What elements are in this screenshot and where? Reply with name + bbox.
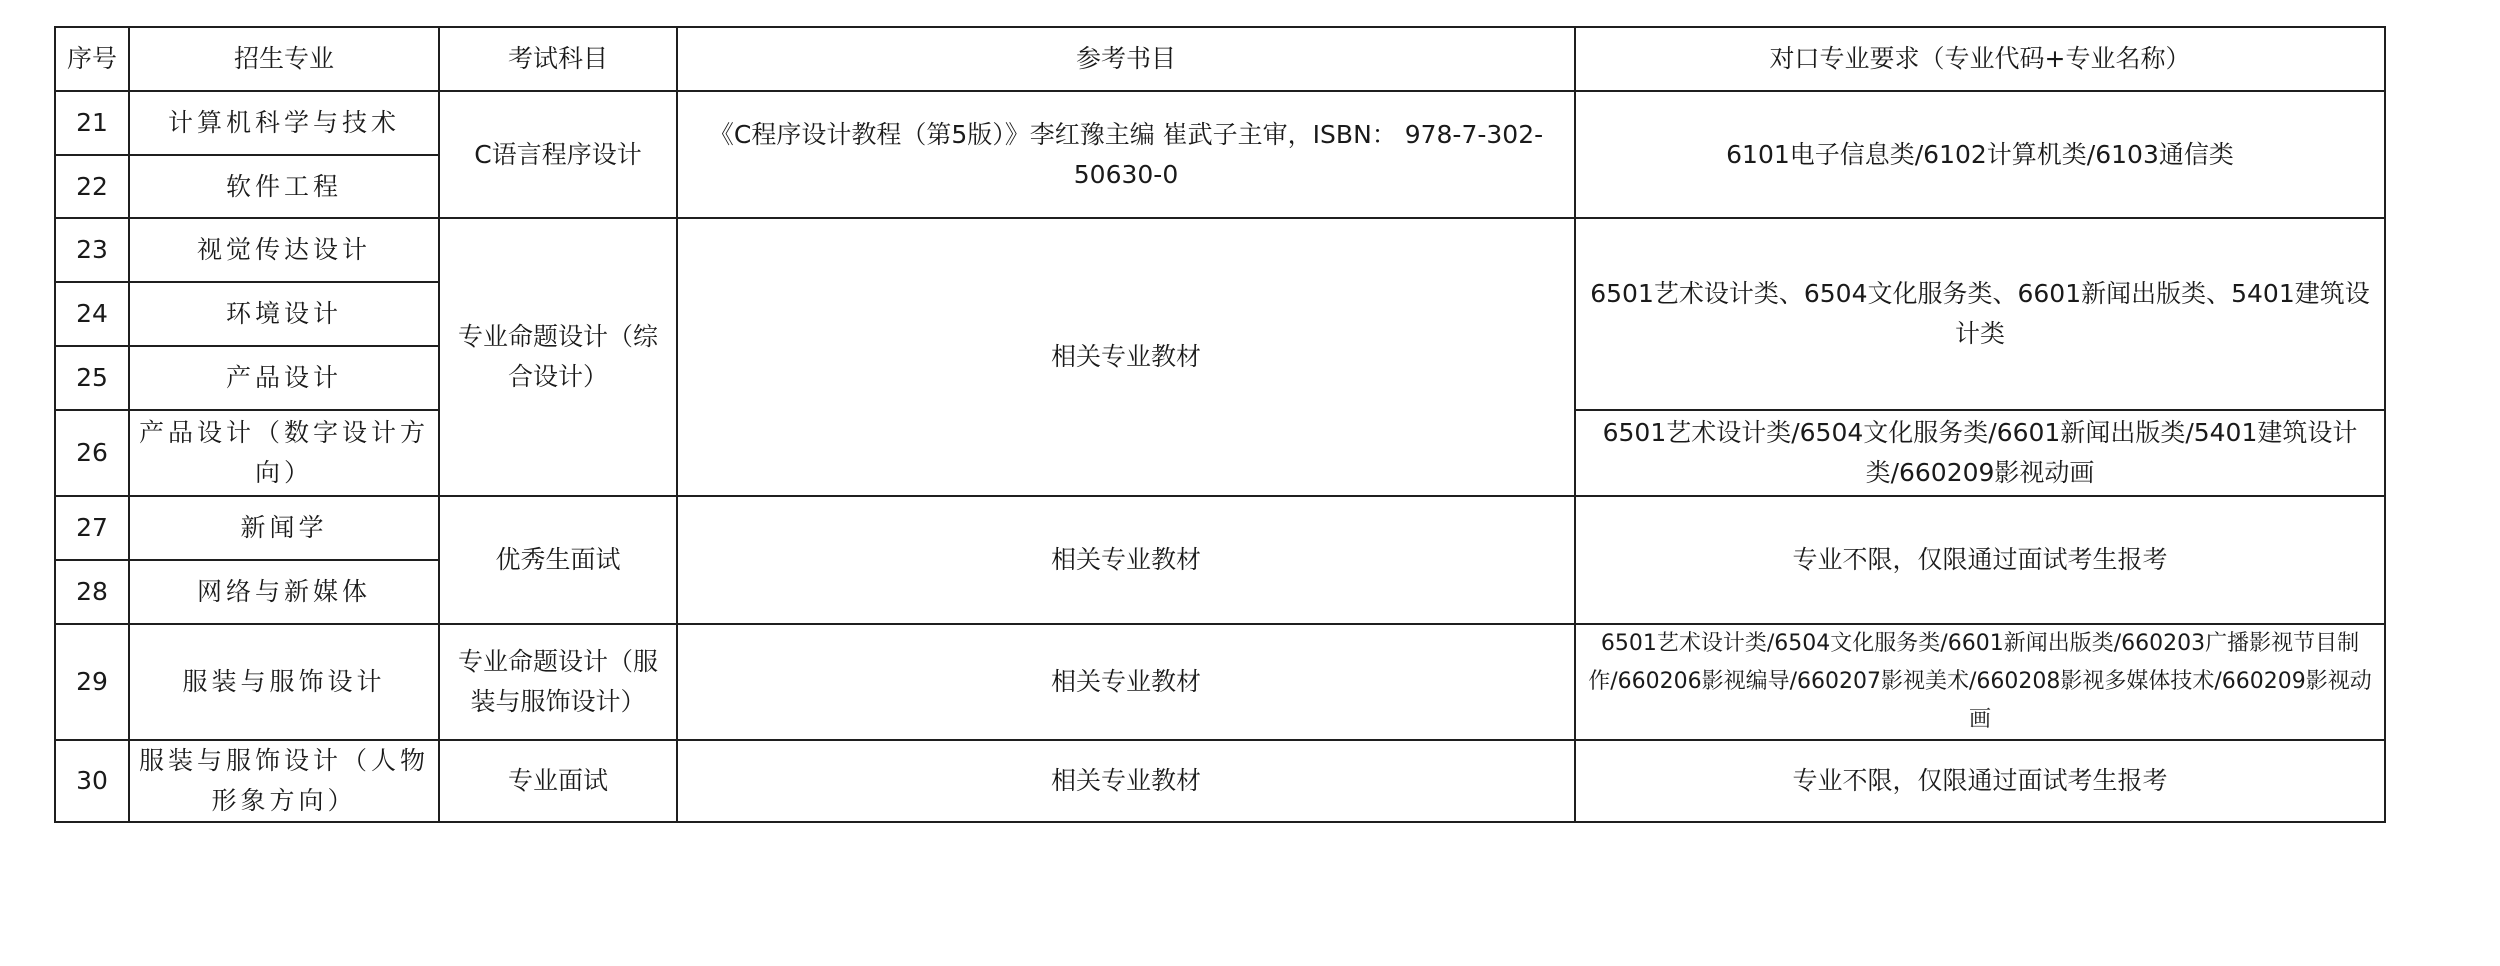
row-number: 26 [55,410,129,496]
row-number: 25 [55,346,129,410]
reference-book: 相关专业教材 [677,740,1575,822]
major-name: 视觉传达设计 [129,218,439,282]
major-requirement: 6101电子信息类/6102计算机类/6103通信类 [1575,91,2385,218]
major-requirement: 6501艺术设计类、6504文化服务类、6601新闻出版类、5401建筑设计类 [1575,218,2385,410]
row-number: 24 [55,282,129,346]
major-name: 产品设计（数字设计方向） [129,410,439,496]
major-name: 环境设计 [129,282,439,346]
major-name: 计算机科学与技术 [129,91,439,155]
major-name: 新闻学 [129,496,439,560]
exam-subject: C语言程序设计 [439,91,677,218]
table-row [55,496,2385,560]
row-number: 27 [55,496,129,560]
header-major: 招生专业 [129,27,439,91]
header-subject: 考试科目 [439,27,677,91]
header-books: 参考书目 [677,27,1575,91]
major-requirement: 6501艺术设计类/6504文化服务类/6601新闻出版类/660203广播影视节目制作/660206影视编导/660207影视美术/660208影视多媒体技术/660209影视动画 [1575,624,2385,740]
major-requirement: 专业不限，仅限通过面试考生报考 [1575,496,2385,624]
major-name: 网络与新媒体 [129,560,439,624]
exam-subject: 专业命题设计（服装与服饰设计） [439,624,677,740]
exam-subject: 优秀生面试 [439,496,677,624]
exam-subject: 专业命题设计（综合设计） [439,218,677,496]
major-requirement: 6501艺术设计类/6504文化服务类/6601新闻出版类/5401建筑设计类/660209影视动画 [1575,410,2385,496]
reference-book: 相关专业教材 [677,218,1575,496]
row-number: 23 [55,218,129,282]
table-row [55,218,2385,282]
row-number: 28 [55,560,129,624]
major-requirement: 专业不限，仅限通过面试考生报考 [1575,740,2385,822]
reference-book: 相关专业教材 [677,624,1575,740]
row-number: 21 [55,91,129,155]
row-number: 29 [55,624,129,740]
reference-book: 相关专业教材 [677,496,1575,624]
major-name: 服装与服饰设计 [129,624,439,740]
exam-subject: 专业面试 [439,740,677,822]
major-name: 产品设计 [129,346,439,410]
table-row [55,91,2385,155]
header-requirement: 对口专业要求（专业代码+专业名称） [1575,27,2385,91]
header-no: 序号 [55,27,129,91]
table-header-row [55,27,2385,91]
major-name: 服装与服饰设计（人物形象方向） [129,740,439,822]
row-number: 30 [55,740,129,822]
table-row [55,740,2385,822]
table-row [55,624,2385,740]
admission-table [54,26,2386,823]
row-number: 22 [55,155,129,218]
reference-book: 《C程序设计教程（第5版）》李红豫主编 崔武子主审，ISBN： 978-7-302-50630-0 [677,91,1575,218]
major-name: 软件工程 [129,155,439,218]
